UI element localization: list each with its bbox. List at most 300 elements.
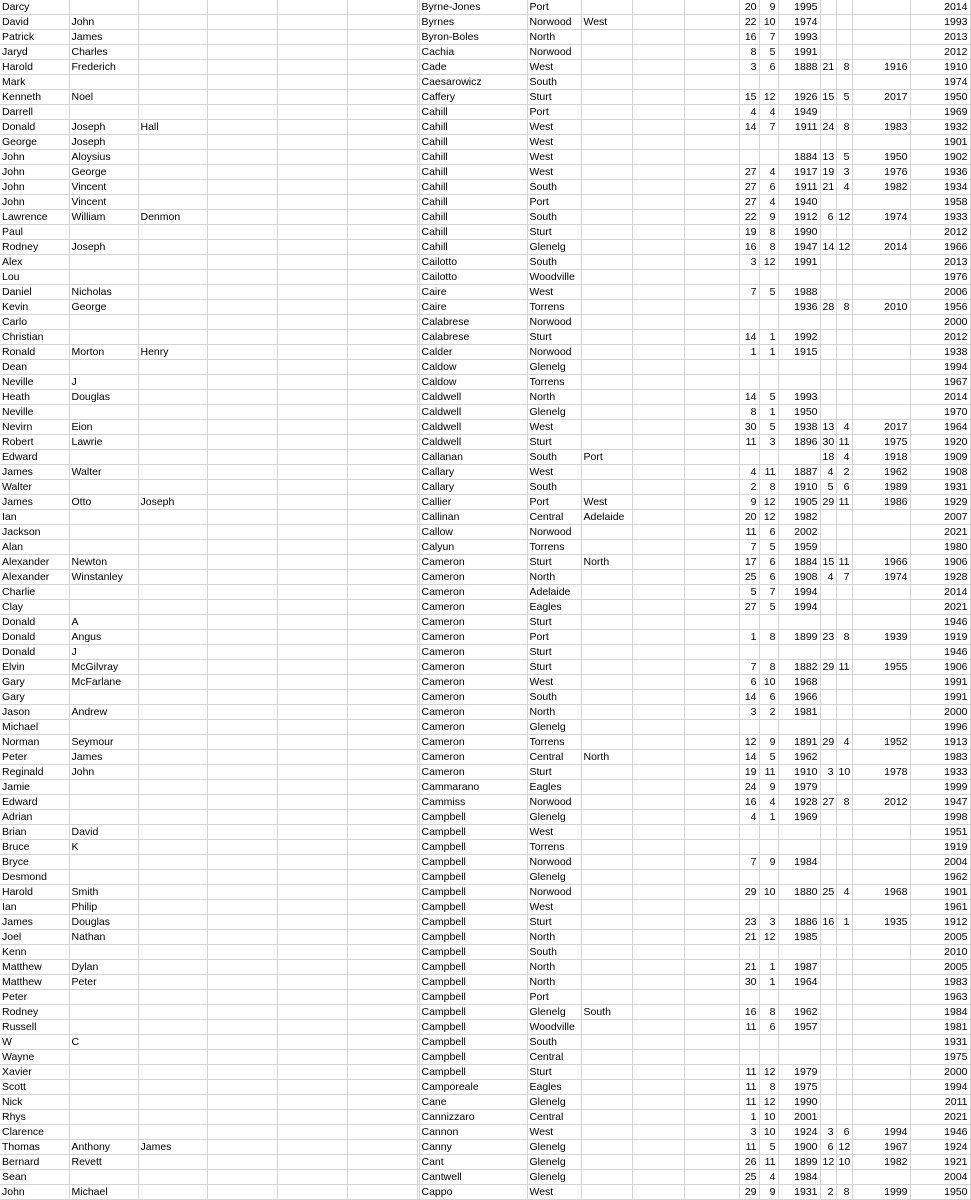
sheet-cell[interactable] [684, 345, 739, 360]
sheet-cell[interactable] [277, 825, 347, 840]
sheet-cell[interactable]: 1986 [852, 495, 910, 510]
sheet-cell[interactable]: Sturt [527, 615, 581, 630]
sheet-cell[interactable]: 1884 [778, 150, 820, 165]
sheet-cell[interactable] [820, 375, 836, 390]
sheet-cell[interactable]: West [527, 465, 581, 480]
sheet-cell[interactable] [836, 105, 852, 120]
sheet-cell[interactable]: 17 [739, 555, 759, 570]
sheet-cell[interactable]: 5 [820, 480, 836, 495]
sheet-cell[interactable]: 1983 [852, 120, 910, 135]
sheet-cell[interactable]: 10 [836, 765, 852, 780]
sheet-cell[interactable] [138, 675, 207, 690]
sheet-cell[interactable] [277, 465, 347, 480]
sheet-cell[interactable] [207, 195, 277, 210]
sheet-cell[interactable]: Glenelg [527, 1005, 581, 1020]
sheet-cell[interactable] [277, 75, 347, 90]
sheet-cell[interactable] [632, 360, 684, 375]
sheet-cell[interactable]: 1963 [910, 990, 970, 1005]
sheet-cell[interactable] [684, 495, 739, 510]
sheet-cell[interactable] [684, 525, 739, 540]
sheet-cell[interactable] [684, 15, 739, 30]
sheet-cell[interactable]: 11 [759, 765, 778, 780]
sheet-cell[interactable]: Christian [0, 330, 69, 345]
sheet-cell[interactable] [632, 885, 684, 900]
sheet-cell[interactable]: 1882 [778, 660, 820, 675]
sheet-cell[interactable] [581, 1185, 632, 1200]
sheet-cell[interactable]: Smith [69, 885, 138, 900]
sheet-cell[interactable] [820, 990, 836, 1005]
sheet-cell[interactable] [69, 990, 138, 1005]
sheet-cell[interactable] [684, 720, 739, 735]
sheet-cell[interactable]: 3 [836, 165, 852, 180]
sheet-cell[interactable]: 27 [739, 195, 759, 210]
sheet-cell[interactable]: Glenelg [527, 870, 581, 885]
sheet-cell[interactable] [820, 105, 836, 120]
sheet-cell[interactable]: 12 [820, 1155, 836, 1170]
sheet-cell[interactable] [759, 135, 778, 150]
sheet-cell[interactable]: West [581, 15, 632, 30]
sheet-cell[interactable] [347, 105, 417, 120]
sheet-cell[interactable] [684, 735, 739, 750]
sheet-cell[interactable] [581, 930, 632, 945]
sheet-cell[interactable] [759, 615, 778, 630]
sheet-cell[interactable] [347, 675, 417, 690]
sheet-cell[interactable]: 1926 [778, 90, 820, 105]
sheet-cell[interactable] [69, 450, 138, 465]
sheet-cell[interactable]: 1931 [910, 1035, 970, 1050]
sheet-cell[interactable]: 1935 [852, 915, 910, 930]
sheet-cell[interactable] [684, 390, 739, 405]
sheet-cell[interactable]: 7 [759, 585, 778, 600]
sheet-cell[interactable] [138, 645, 207, 660]
sheet-cell[interactable] [347, 150, 417, 165]
sheet-cell[interactable] [347, 960, 417, 975]
sheet-cell[interactable]: Douglas [69, 390, 138, 405]
sheet-cell[interactable] [581, 330, 632, 345]
sheet-cell[interactable] [347, 1020, 417, 1035]
sheet-cell[interactable] [138, 285, 207, 300]
sheet-cell[interactable] [277, 915, 347, 930]
sheet-cell[interactable] [69, 480, 138, 495]
sheet-cell[interactable] [347, 330, 417, 345]
sheet-cell[interactable]: Eion [69, 420, 138, 435]
sheet-cell[interactable] [632, 225, 684, 240]
sheet-cell[interactable] [852, 750, 910, 765]
sheet-cell[interactable]: Norman [0, 735, 69, 750]
sheet-cell[interactable]: 25 [739, 570, 759, 585]
sheet-cell[interactable] [69, 690, 138, 705]
sheet-cell[interactable] [632, 720, 684, 735]
sheet-cell[interactable] [820, 825, 836, 840]
sheet-cell[interactable]: 1947 [910, 795, 970, 810]
sheet-cell[interactable] [684, 270, 739, 285]
sheet-cell[interactable] [347, 195, 417, 210]
sheet-cell[interactable]: 5 [759, 1140, 778, 1155]
sheet-cell[interactable] [277, 585, 347, 600]
sheet-cell[interactable]: 5 [759, 540, 778, 555]
sheet-cell[interactable] [836, 330, 852, 345]
sheet-cell[interactable] [684, 60, 739, 75]
sheet-cell[interactable]: Glenelg [527, 810, 581, 825]
sheet-cell[interactable] [207, 150, 277, 165]
sheet-cell[interactable] [207, 0, 277, 15]
sheet-cell[interactable] [207, 480, 277, 495]
sheet-cell[interactable] [684, 360, 739, 375]
sheet-cell[interactable] [347, 165, 417, 180]
sheet-cell[interactable]: 27 [820, 795, 836, 810]
sheet-cell[interactable]: Caldwell [419, 420, 527, 435]
sheet-cell[interactable] [852, 195, 910, 210]
sheet-cell[interactable] [581, 855, 632, 870]
sheet-cell[interactable] [347, 900, 417, 915]
sheet-cell[interactable]: Rodney [0, 240, 69, 255]
sheet-cell[interactable] [778, 615, 820, 630]
sheet-cell[interactable]: 1899 [778, 630, 820, 645]
sheet-cell[interactable]: 1938 [778, 420, 820, 435]
sheet-cell[interactable]: 1961 [910, 900, 970, 915]
sheet-cell[interactable] [836, 600, 852, 615]
sheet-cell[interactable]: 18 [820, 450, 836, 465]
sheet-cell[interactable] [347, 735, 417, 750]
sheet-cell[interactable] [836, 255, 852, 270]
sheet-cell[interactable]: West [527, 420, 581, 435]
sheet-cell[interactable] [632, 780, 684, 795]
sheet-cell[interactable]: 1911 [778, 180, 820, 195]
sheet-cell[interactable] [138, 0, 207, 15]
sheet-cell[interactable]: West [527, 1185, 581, 1200]
sheet-cell[interactable] [836, 900, 852, 915]
sheet-cell[interactable] [581, 1065, 632, 1080]
sheet-cell[interactable] [138, 90, 207, 105]
sheet-cell[interactable]: 1992 [778, 330, 820, 345]
sheet-cell[interactable] [347, 420, 417, 435]
sheet-cell[interactable] [69, 855, 138, 870]
sheet-cell[interactable]: Port [581, 450, 632, 465]
sheet-cell[interactable] [138, 45, 207, 60]
sheet-cell[interactable] [820, 1050, 836, 1065]
sheet-cell[interactable] [836, 375, 852, 390]
sheet-cell[interactable]: 14 [739, 390, 759, 405]
sheet-cell[interactable] [852, 1035, 910, 1050]
sheet-cell[interactable] [277, 525, 347, 540]
sheet-cell[interactable] [138, 765, 207, 780]
sheet-cell[interactable]: John [69, 765, 138, 780]
sheet-cell[interactable]: 1 [759, 975, 778, 990]
sheet-cell[interactable] [852, 15, 910, 30]
sheet-cell[interactable]: 20 [739, 0, 759, 15]
sheet-cell[interactable] [581, 1020, 632, 1035]
sheet-cell[interactable]: 8 [836, 120, 852, 135]
sheet-cell[interactable] [277, 675, 347, 690]
sheet-cell[interactable] [207, 240, 277, 255]
sheet-cell[interactable]: 1891 [778, 735, 820, 750]
sheet-cell[interactable] [778, 135, 820, 150]
sheet-cell[interactable] [852, 75, 910, 90]
sheet-cell[interactable] [69, 1050, 138, 1065]
sheet-cell[interactable] [852, 315, 910, 330]
sheet-cell[interactable]: Cahill [419, 240, 527, 255]
sheet-cell[interactable] [138, 735, 207, 750]
sheet-cell[interactable]: James [138, 1140, 207, 1155]
sheet-cell[interactable]: 1936 [778, 300, 820, 315]
sheet-cell[interactable]: Newton [69, 555, 138, 570]
sheet-cell[interactable] [277, 1035, 347, 1050]
sheet-cell[interactable] [138, 570, 207, 585]
sheet-cell[interactable] [739, 990, 759, 1005]
sheet-cell[interactable]: Sturt [527, 765, 581, 780]
sheet-cell[interactable]: 1994 [778, 600, 820, 615]
sheet-cell[interactable] [820, 1005, 836, 1020]
sheet-cell[interactable] [207, 630, 277, 645]
sheet-cell[interactable]: 1966 [852, 555, 910, 570]
sheet-cell[interactable]: 11 [739, 1020, 759, 1035]
sheet-cell[interactable] [277, 570, 347, 585]
sheet-cell[interactable]: 16 [739, 30, 759, 45]
sheet-cell[interactable]: Reginald [0, 765, 69, 780]
sheet-cell[interactable] [69, 255, 138, 270]
sheet-cell[interactable]: Neville [0, 375, 69, 390]
sheet-cell[interactable]: 3 [739, 705, 759, 720]
sheet-cell[interactable]: South [527, 180, 581, 195]
sheet-cell[interactable] [632, 570, 684, 585]
sheet-cell[interactable] [277, 165, 347, 180]
sheet-cell[interactable] [277, 390, 347, 405]
sheet-cell[interactable]: 2005 [910, 960, 970, 975]
sheet-cell[interactable] [836, 1065, 852, 1080]
sheet-cell[interactable] [852, 375, 910, 390]
sheet-cell[interactable]: 6 [759, 555, 778, 570]
sheet-cell[interactable] [138, 945, 207, 960]
sheet-cell[interactable] [347, 480, 417, 495]
sheet-cell[interactable] [852, 645, 910, 660]
sheet-cell[interactable] [347, 570, 417, 585]
sheet-cell[interactable]: 8 [836, 1185, 852, 1200]
sheet-cell[interactable] [632, 90, 684, 105]
sheet-cell[interactable] [207, 465, 277, 480]
sheet-cell[interactable] [347, 285, 417, 300]
sheet-cell[interactable] [852, 930, 910, 945]
sheet-cell[interactable] [852, 960, 910, 975]
sheet-cell[interactable]: 1928 [778, 795, 820, 810]
sheet-cell[interactable] [632, 1110, 684, 1125]
sheet-cell[interactable]: 1908 [910, 465, 970, 480]
sheet-cell[interactable] [207, 45, 277, 60]
sheet-cell[interactable] [277, 750, 347, 765]
sheet-cell[interactable] [684, 1005, 739, 1020]
sheet-cell[interactable]: 1939 [852, 630, 910, 645]
sheet-cell[interactable]: Peter [0, 990, 69, 1005]
sheet-cell[interactable] [684, 435, 739, 450]
sheet-cell[interactable]: Campbell [419, 990, 527, 1005]
sheet-cell[interactable]: West [527, 150, 581, 165]
sheet-cell[interactable] [684, 615, 739, 630]
sheet-cell[interactable] [207, 930, 277, 945]
sheet-cell[interactable] [684, 645, 739, 660]
sheet-cell[interactable] [277, 690, 347, 705]
sheet-cell[interactable]: A [69, 615, 138, 630]
sheet-cell[interactable]: 7 [836, 570, 852, 585]
sheet-cell[interactable] [836, 825, 852, 840]
sheet-cell[interactable] [820, 360, 836, 375]
sheet-cell[interactable]: 1899 [778, 1155, 820, 1170]
sheet-cell[interactable]: Callary [419, 480, 527, 495]
sheet-cell[interactable] [138, 1125, 207, 1140]
sheet-cell[interactable] [138, 525, 207, 540]
sheet-cell[interactable] [632, 660, 684, 675]
sheet-cell[interactable]: 2013 [910, 255, 970, 270]
sheet-cell[interactable] [684, 840, 739, 855]
sheet-cell[interactable]: Bruce [0, 840, 69, 855]
sheet-cell[interactable] [820, 690, 836, 705]
sheet-cell[interactable] [852, 705, 910, 720]
sheet-cell[interactable] [138, 855, 207, 870]
sheet-cell[interactable] [581, 840, 632, 855]
sheet-cell[interactable] [347, 1125, 417, 1140]
sheet-cell[interactable] [138, 930, 207, 945]
sheet-cell[interactable] [684, 1035, 739, 1050]
sheet-cell[interactable] [820, 855, 836, 870]
sheet-cell[interactable]: 25 [820, 885, 836, 900]
sheet-cell[interactable] [277, 960, 347, 975]
sheet-cell[interactable] [852, 255, 910, 270]
sheet-cell[interactable] [138, 1050, 207, 1065]
sheet-cell[interactable] [581, 720, 632, 735]
sheet-cell[interactable]: 4 [820, 465, 836, 480]
sheet-cell[interactable] [632, 1095, 684, 1110]
sheet-cell[interactable]: 1912 [910, 915, 970, 930]
sheet-cell[interactable]: James [0, 915, 69, 930]
sheet-cell[interactable] [852, 675, 910, 690]
sheet-cell[interactable] [69, 1110, 138, 1125]
sheet-cell[interactable]: South [527, 210, 581, 225]
sheet-cell[interactable] [277, 1110, 347, 1125]
sheet-cell[interactable] [277, 495, 347, 510]
sheet-cell[interactable]: 2012 [910, 330, 970, 345]
sheet-cell[interactable]: Cahill [419, 120, 527, 135]
sheet-cell[interactable] [820, 15, 836, 30]
sheet-cell[interactable] [684, 690, 739, 705]
sheet-cell[interactable] [836, 840, 852, 855]
sheet-cell[interactable]: 29 [820, 735, 836, 750]
sheet-cell[interactable]: 7 [739, 540, 759, 555]
sheet-cell[interactable]: Cahill [419, 180, 527, 195]
sheet-cell[interactable] [207, 660, 277, 675]
sheet-cell[interactable]: Norwood [527, 15, 581, 30]
sheet-cell[interactable]: 16 [739, 240, 759, 255]
sheet-cell[interactable]: Woodville [527, 1020, 581, 1035]
sheet-cell[interactable]: 1886 [778, 915, 820, 930]
sheet-cell[interactable] [684, 225, 739, 240]
sheet-cell[interactable] [759, 840, 778, 855]
sheet-cell[interactable]: Cameron [419, 765, 527, 780]
sheet-cell[interactable]: Alan [0, 540, 69, 555]
sheet-cell[interactable]: Torrens [527, 375, 581, 390]
sheet-cell[interactable] [820, 960, 836, 975]
sheet-cell[interactable]: 1910 [778, 765, 820, 780]
sheet-cell[interactable] [820, 135, 836, 150]
sheet-cell[interactable] [836, 1095, 852, 1110]
sheet-cell[interactable] [138, 1170, 207, 1185]
sheet-cell[interactable] [684, 465, 739, 480]
sheet-cell[interactable]: Cailotto [419, 270, 527, 285]
sheet-cell[interactable]: 8 [836, 795, 852, 810]
sheet-cell[interactable]: 2004 [910, 1170, 970, 1185]
sheet-cell[interactable] [820, 1065, 836, 1080]
sheet-cell[interactable] [347, 75, 417, 90]
sheet-cell[interactable]: Desmond [0, 870, 69, 885]
sheet-cell[interactable] [852, 1095, 910, 1110]
sheet-cell[interactable] [138, 510, 207, 525]
sheet-cell[interactable]: Cameron [419, 615, 527, 630]
sheet-cell[interactable] [277, 900, 347, 915]
sheet-cell[interactable]: Joseph [69, 120, 138, 135]
sheet-cell[interactable]: 6 [759, 690, 778, 705]
sheet-cell[interactable] [759, 1050, 778, 1065]
sheet-cell[interactable] [138, 690, 207, 705]
sheet-cell[interactable] [684, 945, 739, 960]
sheet-cell[interactable] [852, 855, 910, 870]
sheet-cell[interactable] [852, 780, 910, 795]
sheet-cell[interactable]: David [0, 15, 69, 30]
sheet-cell[interactable] [207, 1035, 277, 1050]
sheet-cell[interactable] [347, 375, 417, 390]
sheet-cell[interactable]: 1934 [910, 180, 970, 195]
sheet-cell[interactable] [739, 270, 759, 285]
sheet-cell[interactable]: 1994 [910, 1080, 970, 1095]
sheet-cell[interactable] [836, 75, 852, 90]
sheet-cell[interactable] [277, 645, 347, 660]
sheet-cell[interactable] [684, 165, 739, 180]
sheet-cell[interactable]: 1990 [778, 1095, 820, 1110]
sheet-cell[interactable] [347, 795, 417, 810]
sheet-cell[interactable] [632, 420, 684, 435]
sheet-cell[interactable] [852, 690, 910, 705]
sheet-cell[interactable] [581, 150, 632, 165]
sheet-cell[interactable] [347, 750, 417, 765]
sheet-cell[interactable] [820, 1035, 836, 1050]
sheet-cell[interactable]: 26 [739, 1155, 759, 1170]
sheet-cell[interactable]: Norwood [527, 315, 581, 330]
sheet-cell[interactable] [778, 315, 820, 330]
sheet-cell[interactable]: Clarence [0, 1125, 69, 1140]
sheet-cell[interactable] [684, 420, 739, 435]
sheet-cell[interactable]: Vincent [69, 195, 138, 210]
sheet-cell[interactable]: 8 [739, 45, 759, 60]
sheet-cell[interactable]: 1956 [910, 300, 970, 315]
sheet-cell[interactable] [207, 900, 277, 915]
sheet-cell[interactable] [207, 750, 277, 765]
sheet-cell[interactable]: James [0, 465, 69, 480]
sheet-cell[interactable] [684, 210, 739, 225]
sheet-cell[interactable] [138, 1155, 207, 1170]
sheet-cell[interactable]: 15 [739, 90, 759, 105]
sheet-cell[interactable]: 1995 [778, 0, 820, 15]
sheet-cell[interactable] [207, 1140, 277, 1155]
sheet-cell[interactable] [759, 360, 778, 375]
sheet-cell[interactable]: Alex [0, 255, 69, 270]
sheet-cell[interactable] [632, 675, 684, 690]
sheet-cell[interactable] [852, 600, 910, 615]
sheet-cell[interactable] [207, 645, 277, 660]
sheet-cell[interactable] [207, 90, 277, 105]
sheet-cell[interactable] [277, 210, 347, 225]
sheet-cell[interactable] [347, 765, 417, 780]
sheet-cell[interactable] [836, 360, 852, 375]
sheet-cell[interactable]: 21 [739, 930, 759, 945]
sheet-cell[interactable] [277, 720, 347, 735]
sheet-cell[interactable] [69, 780, 138, 795]
sheet-cell[interactable]: 6 [759, 1020, 778, 1035]
